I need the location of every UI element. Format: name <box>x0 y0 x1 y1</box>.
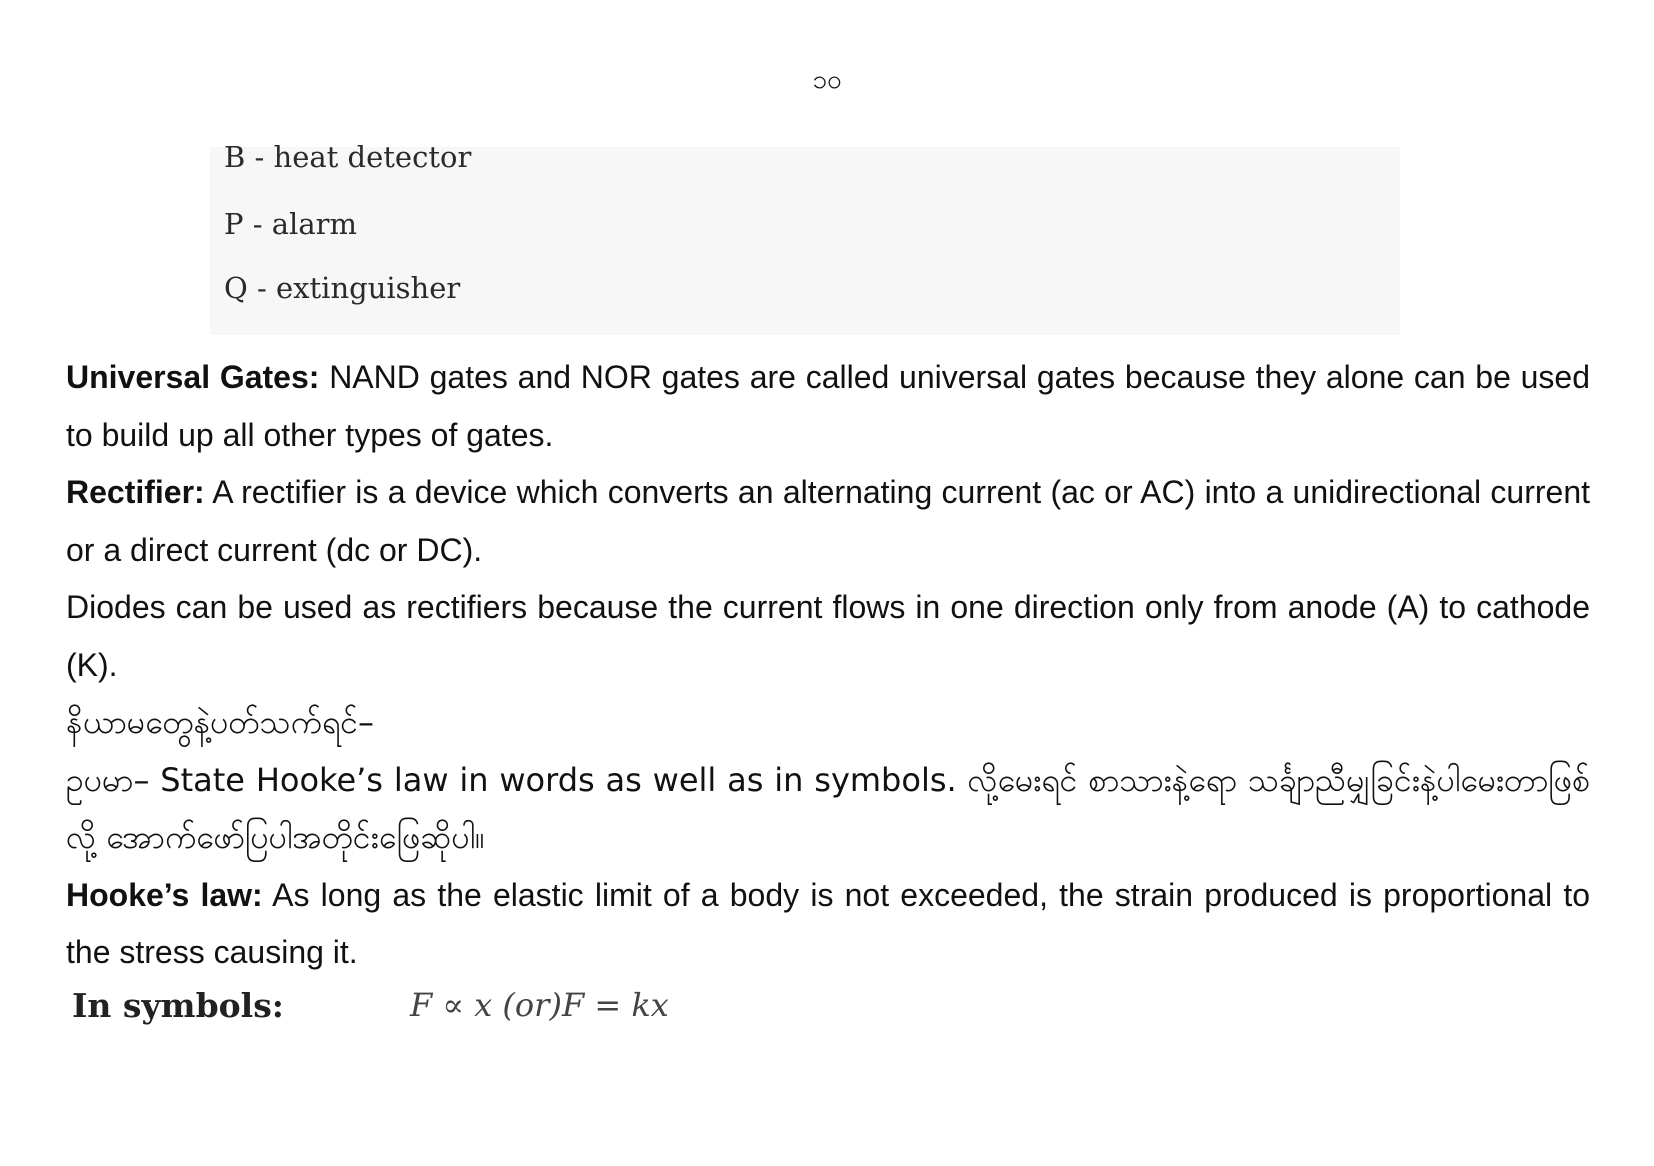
symbols-row <box>72 986 669 1030</box>
symbols-label: In symbols: <box>72 986 284 1025</box>
legend-line-q: Q - extinguisher <box>224 271 461 305</box>
myanmar-heading: နိယာမတွေနဲ့ပတ်သက်ရင်– <box>66 703 374 741</box>
example-paragraph: ဥပမာ– State Hooke’s law in words as well as in symbols. လို့မေးရင် စာသားနဲ့ရော သင်္ချာညီမျှခြင်းနဲ့ပါမေးတာဖြစ်လို့ အောက်ဖော်ပြပါအတိုင်းဖြေဆိုပါ။ <box>66 760 1590 856</box>
diodes-paragraph: Diodes can be used as rectifiers because the current flows in one direction only from anode (A) to cathode (K). <box>66 589 1590 683</box>
page-number: ၁၀ <box>812 65 842 95</box>
universal-gates-text: NAND gates and NOR gates are called universal gates because they alone can be used to build up all other types of gates. <box>66 359 1591 453</box>
rectifier-paragraph <box>66 464 1590 579</box>
hookes-law-text: As long as the elastic limit of a body is not exceeded, the strain produced is proportional to the stress causing it. <box>66 876 1591 970</box>
legend-image <box>210 140 1400 335</box>
hookes-law-paragraph <box>66 867 1590 982</box>
universal-gates-term: Universal Gates: <box>66 359 320 395</box>
body-text <box>66 349 1590 982</box>
universal-gates-paragraph <box>66 349 1590 464</box>
rectifier-text: A rectifier is a device which converts an alternating current (ac or AC) into a unidirectional current or a direct current (dc or DC). <box>66 474 1590 568</box>
hookes-law-term: Hooke’s law: <box>66 876 263 913</box>
legend-line-b: B - heat detector <box>224 140 472 174</box>
rectifier-term: Rectifier: <box>66 474 205 510</box>
legend-line-p: P - alarm <box>224 207 357 241</box>
hookes-law-formula: F ∝ x (or)F = kx <box>410 986 669 1024</box>
